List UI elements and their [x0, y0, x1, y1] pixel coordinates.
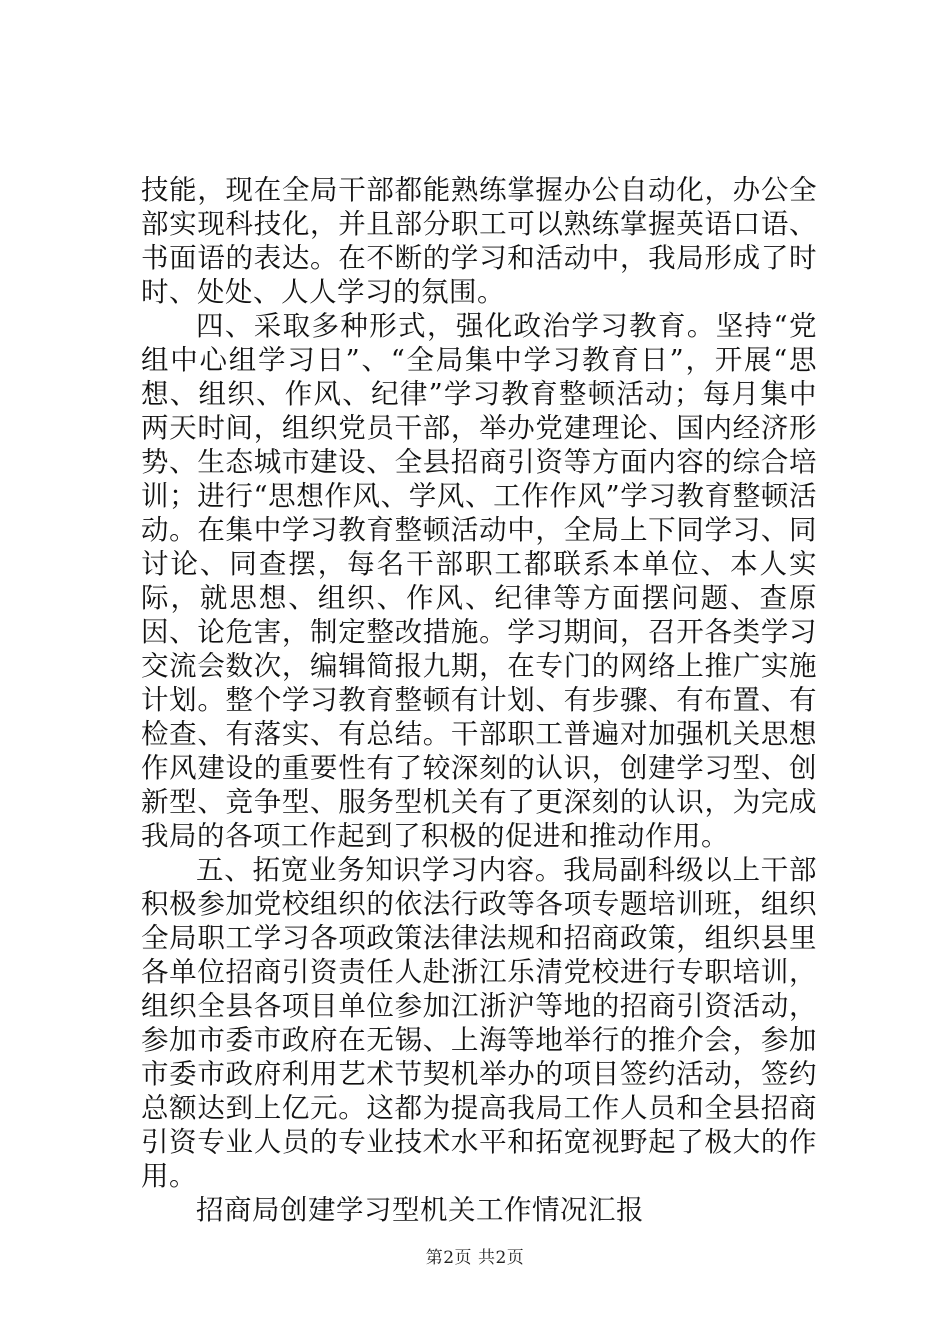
- paragraph-section-four: 四、采取多种形式，强化政治学习教育。坚持“党组中心组学习日”、“全局集中学习教育日”，开展“思想、组织、作风、纪律”学习教育整顿活动；每月集中两天时间，组织党员干部，举办党建理论、国内经济形势、生态城市建设、全县招商引资等方面内容的综合培训；进行“思想作风、学风、工作作风”学习教育整顿活动。在集中学习教育整顿活动中，全局上下同学习、同讨论、同查摆，每名干部职工都联系本单位、本人实际，就思想、组织、作风、纪律等方面摆问题、查原因、论危害，制定整改措施。学习期间，召开各类学习交流会数次，编辑简报九期，在专门的网络上推广实施计划。整个学习教育整顿有计划、有步骤、有布置、有检查、有落实、有总结。干部职工普遍对加强机关思想作风建设的重要性有了较深刻的认识，创建学习型、创新型、竞争型、服务型机关有了更深刻的认识，为完成我局的各项工作起到了积极的促进和推动作用。: [141, 310, 817, 852]
- page-number-footer: 第2页 共2页: [425, 1248, 525, 1268]
- paragraph-continuation: 技能，现在全局干部都能熟练掌握办公自动化，办公全部实现科技化，并且部分职工可以熟练掌握英语口语、书面语的表达。在不断的学习和活动中，我局形成了时时、处处、人人学习的氛围。: [141, 174, 817, 308]
- paragraph-section-five: 五、拓宽业务知识学习内容。我局副科级以上干部积极参加党校组织的依法行政等各项专题培训班，组织全局职工学习各项政策法律法规和招商政策，组织县里各单位招商引资责任人赴浙江乐清党校进行专职培训，组织全县各项目单位参加江浙沪等地的招商引资活动，参加市委市政府在无锡、上海等地举行的推介会，参加市委市政府利用艺术节契机举办的项目签约活动，签约总额达到上亿元。这都为提高我局工作人员和全县招商引资专业人员的专业技术水平和拓宽视野起了极大的作用。: [141, 854, 817, 1192]
- document-body: [141, 173, 817, 1227]
- document-closing-title: 招商局创建学习型机关工作情况汇报: [196, 1194, 644, 1226]
